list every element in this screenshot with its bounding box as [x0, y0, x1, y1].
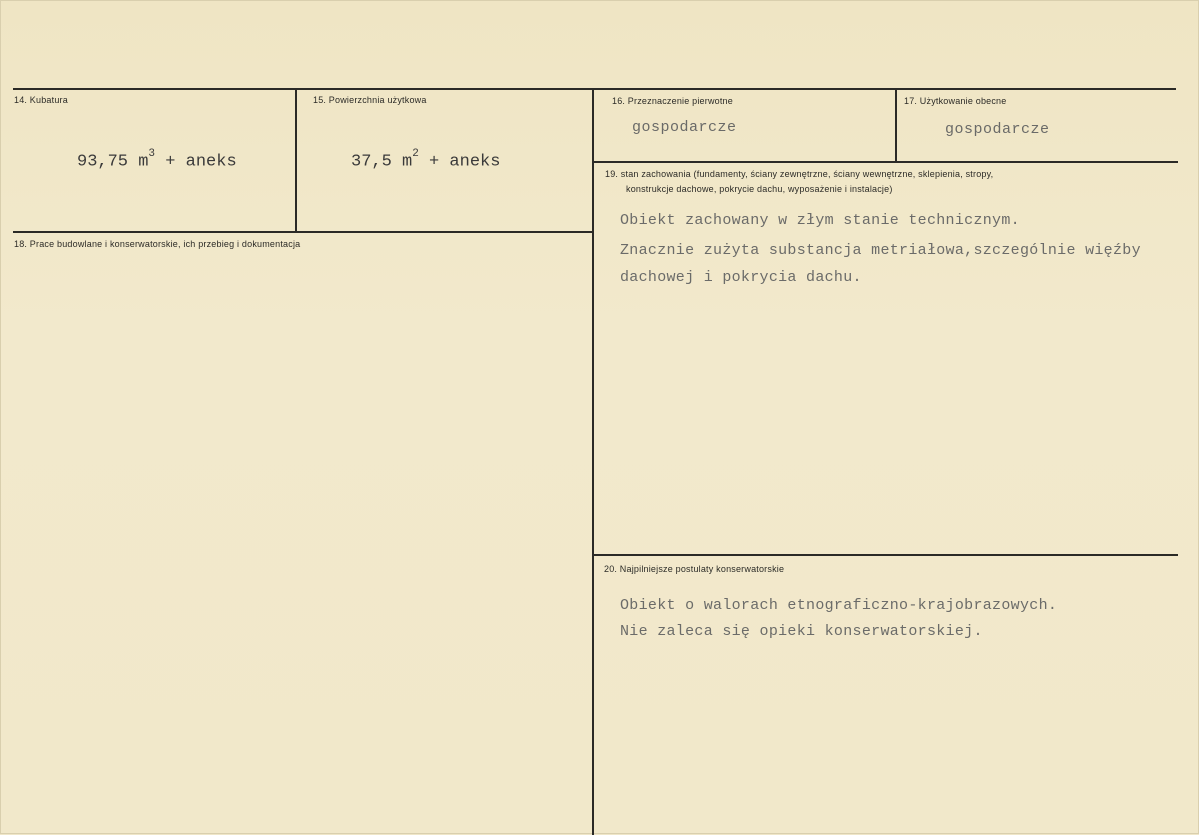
- divider-14-15: [295, 90, 297, 232]
- field-20-text-line-2: Nie zaleca się opieki konserwatorskiej.: [620, 623, 983, 640]
- field-19-text-line-2: Znacznie zużyta substancja metriałowa,szczególnie więźby: [620, 242, 1141, 259]
- field-17-label: 17. Użytkowanie obecne: [904, 96, 1007, 106]
- field-15-value: 37,5 $m^2$ + aneks: [351, 148, 501, 172]
- field-16-value: gospodarcze: [632, 119, 737, 136]
- field-14-value: 93,75 $m^3$ + aneks: [77, 148, 237, 172]
- field-20-label: 20. Najpilniejsze postulaty konserwatorskie: [604, 564, 785, 574]
- rule-above-20: [594, 554, 1178, 556]
- field-19-label-line2: konstrukcje dachowe, pokrycie dachu, wyposażenie i instalacje): [626, 184, 893, 194]
- field-19-text-line-3: dachowej i pokrycia dachu.: [620, 269, 862, 286]
- center-divider: [592, 90, 594, 835]
- field-20-text-line-1: Obiekt o walorach etnograficzno-krajobrazowych.: [620, 597, 1058, 614]
- field-14-label: 14. Kubatura: [14, 95, 68, 105]
- divider-16-17: [895, 90, 897, 162]
- field-17-value: gospodarcze: [945, 121, 1050, 138]
- field-19-text-line-1: Obiekt zachowany w złym stanie technicznym.: [620, 212, 1020, 229]
- top-rule: [13, 88, 1176, 90]
- field-16-label: 16. Przeznaczenie pierwotne: [612, 96, 733, 106]
- rule-under-16-17: [594, 161, 1178, 163]
- rule-under-14-15: [13, 231, 594, 233]
- field-15-label: 15. Powierzchnia użytkowa: [313, 95, 427, 105]
- field-19-label-line1: 19. stan zachowania (fundamenty, ściany zewnętrzne, ściany wewnętrzne, sklepienia, stropy,: [605, 169, 994, 179]
- field-18-label: 18. Prace budowlane i konserwatorskie, ich przebieg i dokumentacja: [14, 239, 301, 249]
